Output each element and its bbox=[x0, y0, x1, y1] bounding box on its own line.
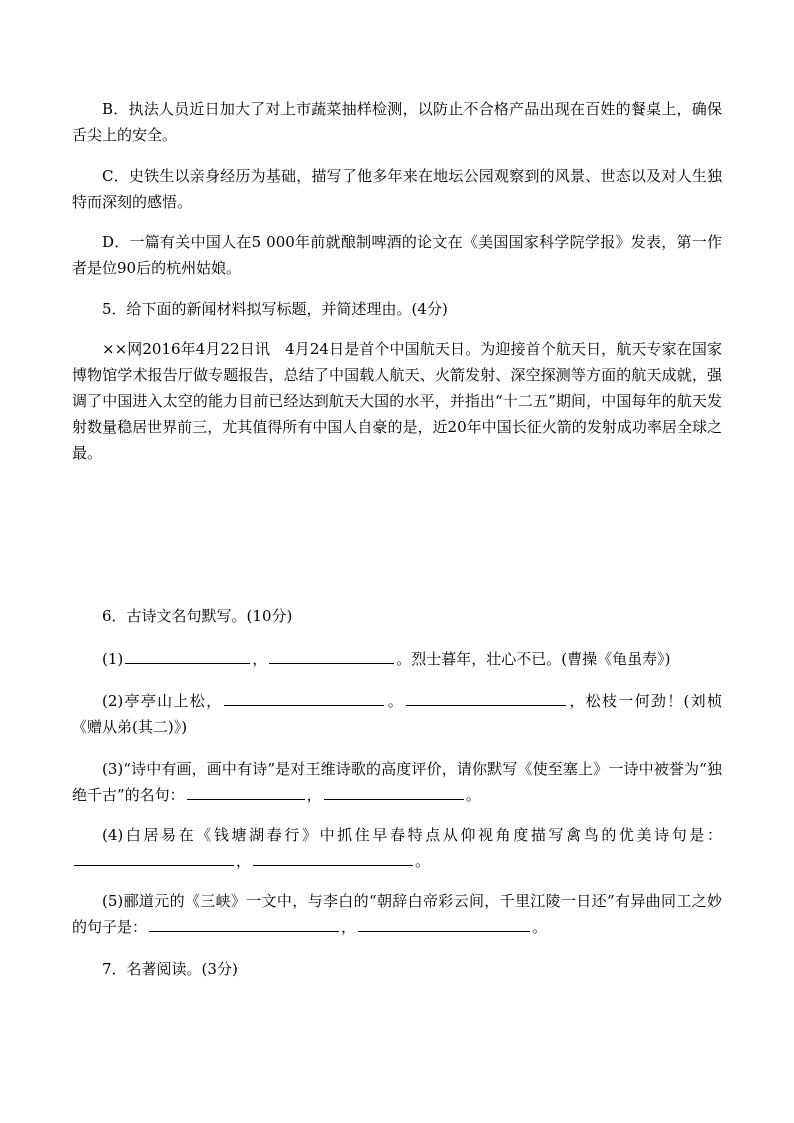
answer-blank[interactable] bbox=[324, 783, 464, 800]
recitation-item-1 bbox=[72, 646, 722, 672]
question-6-prompt: 6．古诗文名句默写。(10分) bbox=[102, 607, 293, 625]
option-d: D．一篇有关中国人在5 000年前就酿制啤酒的论文在《美国国家科学院学报》发表，第一作者是位90后的杭州姑娘。 bbox=[72, 233, 722, 277]
answer-blank[interactable] bbox=[125, 647, 250, 664]
item-2-prefix: (2)亭亭山上松， bbox=[102, 692, 223, 710]
item-2-suffix: ，松枝一何劲！(刘桢《赠从弟(其二)》) bbox=[72, 692, 722, 736]
answer-blank[interactable] bbox=[358, 915, 530, 932]
news-material: ××网2016年4月22日讯 4月24日是首个中国航天日。为迎接首个航天日，航天专家在国家博物馆学术报告厅做专题报告，总结了中国载人航天、火箭发射、深空探测等方面的航天成就，强调了中国进入太空的能力目前已经达到航天大国的水平，并指出“十二五”期间，中国每年的航天发射数量稳居世界前三，尤其值得所有中国人自豪的是，近20年中国长征火箭的发射成功率居全球之最。 bbox=[72, 340, 722, 462]
answer-blank[interactable] bbox=[269, 647, 394, 664]
item-4-separator: ， bbox=[236, 852, 252, 870]
recitation-item-2 bbox=[72, 688, 722, 740]
answer-blank[interactable] bbox=[187, 783, 305, 800]
recitation-item-3 bbox=[72, 756, 722, 808]
answer-blank[interactable] bbox=[253, 849, 413, 866]
recitation-item-5 bbox=[72, 888, 722, 940]
item-5-suffix: 。 bbox=[532, 918, 548, 936]
item-3-suffix: 。 bbox=[465, 786, 481, 804]
answer-blank[interactable] bbox=[406, 689, 566, 706]
item-4-suffix: 。 bbox=[415, 852, 431, 870]
recitation-item-4 bbox=[72, 822, 722, 874]
item-3-separator: ， bbox=[306, 786, 322, 804]
answer-blank[interactable] bbox=[74, 849, 234, 866]
option-b: B．执法人员近日加大了对上市蔬菜抽样检测，以防止不合格产品出现在百姓的餐桌上，确保舌尖上的安全。 bbox=[72, 100, 722, 144]
item-4-prefix: (4)白居易在《钱塘湖春行》中抓住早春特点从仰视角度描写禽鸟的优美诗句是： bbox=[102, 826, 722, 844]
option-c: C．史铁生以亲身经历为基础，描写了他多年来在地坛公园观察到的风景、世态以及对人生独特而深刻的感悟。 bbox=[72, 167, 722, 211]
item-1-prefix: (1) bbox=[102, 650, 124, 668]
answer-blank[interactable] bbox=[224, 689, 384, 706]
item-1-suffix: 。烈士暮年，壮心不已。(曹操《龟虽寿》) bbox=[396, 650, 671, 668]
item-5-separator: ， bbox=[341, 918, 357, 936]
question-5-prompt: 5．给下面的新闻材料拟写标题，并简述理由。(4分) bbox=[102, 300, 448, 318]
answer-blank[interactable] bbox=[149, 915, 339, 932]
question-7-prompt: 7．名著阅读。(3分) bbox=[102, 960, 238, 978]
item-5-prefix: (5)郦道元的《三峡》一文中，与李白的“朝辞白帝彩云间，千里江陵一日还”有异曲同工之妙的句子是： bbox=[72, 892, 722, 936]
item-1-separator: ， bbox=[252, 650, 268, 668]
item-3-prefix: (3)“诗中有画，画中有诗”是对王维诗歌的高度评价，请你默写《使至塞上》一诗中被誉为“独绝千古”的名句： bbox=[72, 760, 722, 804]
item-2-separator: 。 bbox=[386, 692, 405, 710]
